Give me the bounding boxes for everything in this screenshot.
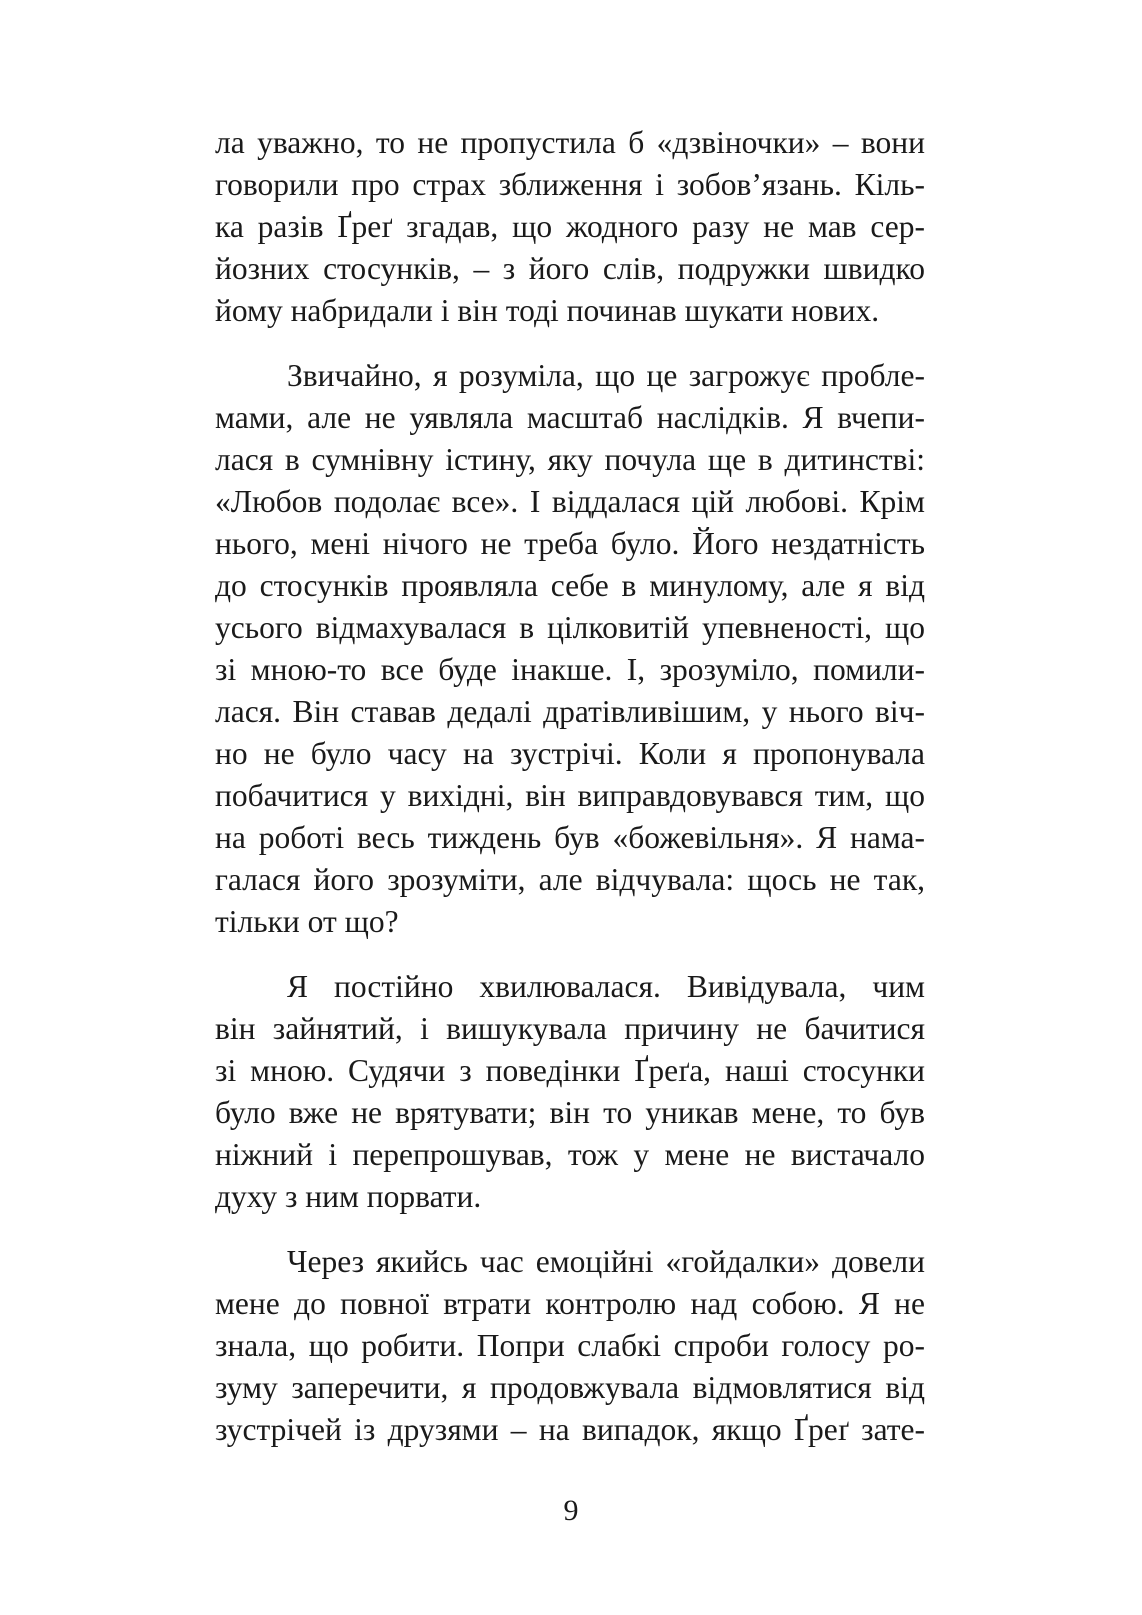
text-line: ка разів Ґреґ згадав, що жодного разу не мав сер-: [215, 209, 925, 244]
text-line: но не було часу на зустрічі. Коли я пропонувала: [215, 736, 925, 771]
paragraph-1: [215, 122, 925, 332]
text-line: Звичайно, я розуміла, що це загрожує пробле-: [287, 358, 925, 393]
text-line: на роботі весь тиждень був «божевільня». Я нама-: [215, 820, 925, 855]
body-text: [215, 122, 925, 1474]
paragraph-3: [215, 966, 925, 1218]
text-line: йому набридали і він тоді починав шукати нових.: [215, 293, 880, 328]
text-line: до стосунків проявляла себе в минулому, але я від: [215, 568, 925, 603]
text-line: Я постійно хвилювалася. Вивідувала, чим: [287, 969, 925, 1004]
text-line: зі мною-то все буде інакше. І, зрозуміло, помили-: [215, 652, 925, 687]
text-line: знала, що робити. Попри слабкі спроби голосу ро-: [215, 1328, 925, 1363]
text-line: зуму заперечити, я продовжувала відмовлятися від: [215, 1370, 925, 1405]
text-line: побачитися у вихідні, він виправдовувався тим, що: [215, 778, 925, 813]
text-line: «Любов подолає все». І віддалася цій любові. Крім: [215, 484, 925, 519]
text-line: ніжний і перепрошував, тож у мене не вистачало: [215, 1137, 925, 1172]
text-line: мене до повної втрати контролю над собою. Я не: [215, 1286, 925, 1321]
text-line: мами, але не уявляла масштаб наслідків. Я вчепи-: [215, 400, 925, 435]
text-line: Через якийсь час емоційні «гойдалки» довели: [287, 1244, 925, 1279]
text-line: галася його зрозуміти, але відчувала: щось не так,: [215, 862, 925, 897]
text-line: зі мною. Судячи з поведінки Ґреґа, наші стосунки: [215, 1053, 925, 1088]
text-line: нього, мені нічого не треба було. Його нездатність: [215, 526, 925, 561]
text-line: усього відмахувалася в цілковитій упевненості, що: [215, 610, 925, 645]
text-line: йозних стосунків, – з його слів, подружки швидко: [215, 251, 925, 286]
text-line: говорили про страх зближення і зобов’язань. Кіль-: [215, 167, 925, 202]
paragraph-4: [215, 1241, 925, 1451]
text-line: лася в сумнівну істину, яку почула ще в дитинстві:: [215, 442, 925, 477]
paragraph-2: [215, 355, 925, 943]
text-line: лася. Він ставав дедалі дратівливішим, у нього віч-: [215, 694, 925, 729]
text-line: було вже не врятувати; він то уникав мене, то був: [215, 1095, 925, 1130]
text-line: ла уважно, то не пропустила б «дзвіночки» – вони: [215, 125, 925, 160]
text-line: зустрічей із друзями – на випадок, якщо Ґреґ зате-: [215, 1412, 925, 1447]
text-line: духу з ним порвати.: [215, 1179, 482, 1214]
text-line: він зайнятий, і вишукувала причину не бачитися: [215, 1011, 925, 1046]
text-line: тільки от що?: [215, 904, 399, 939]
page-number: 9: [563, 1494, 579, 1527]
